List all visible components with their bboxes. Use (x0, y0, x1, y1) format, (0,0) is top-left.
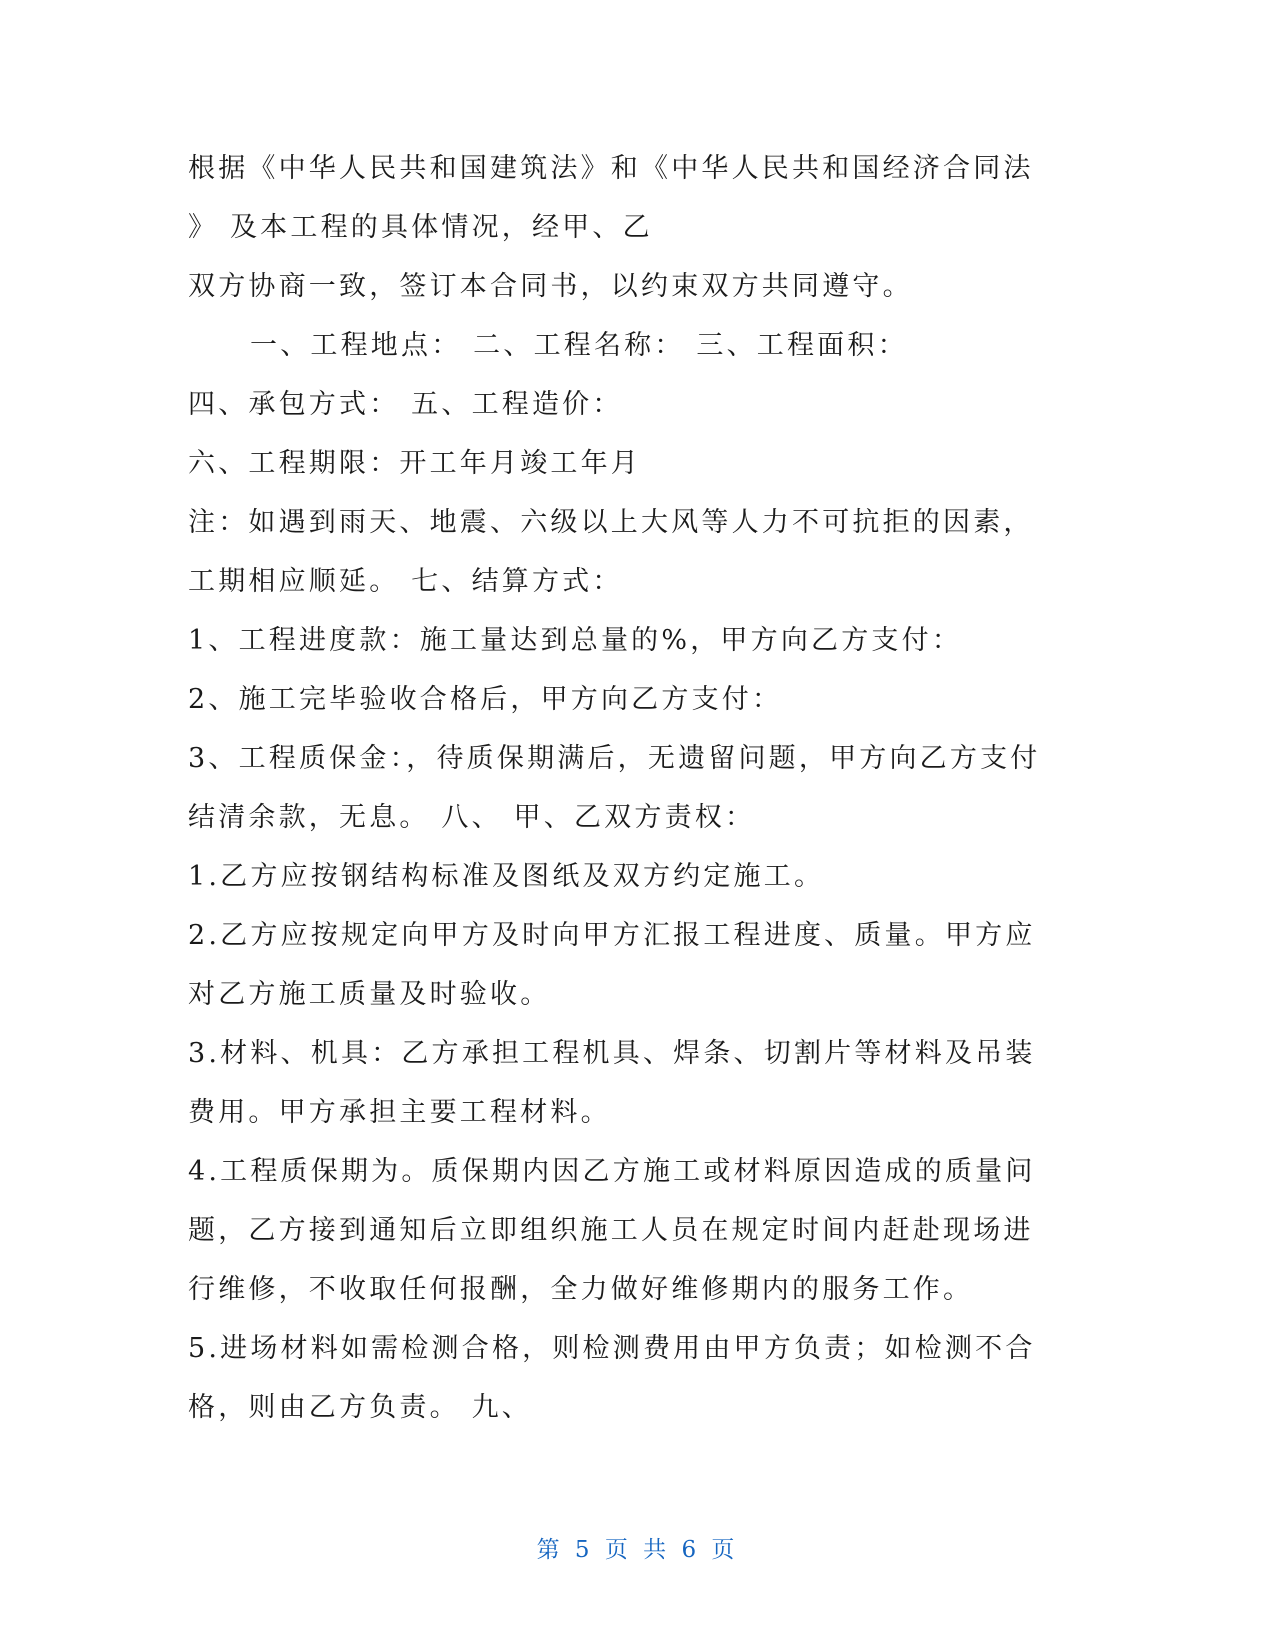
text-line: 双方协商一致，签订本合同书，以约束双方共同遵守。 (188, 271, 913, 302)
contract-body (188, 148, 1088, 1446)
text-line: 根据《中华人民共和国建筑法》和《中华人民共和国经济合同法 (188, 153, 1034, 184)
text-line: 工期相应顺延。 七、结算方式： (188, 566, 623, 597)
text-line: 格，则由乙方负责。 九、 (188, 1392, 532, 1423)
text-line: 3、工程质保金：，待质保期满后，无遗留问题，甲方向乙方支付 (188, 743, 1041, 774)
text-line: 费用。甲方承担主要工程材料。 (188, 1097, 611, 1128)
text-line: 一、工程地点： 二、工程名称： 三、工程面积： (250, 330, 908, 361)
text-line: 2、施工完毕验收合格后，甲方向乙方支付： (188, 684, 783, 715)
text-line: 注：如遇到雨天、地震、六级以上大风等人力不可抗拒的因素， (188, 507, 1034, 538)
text-line: 》 及本工程的具体情况，经甲、乙 (188, 212, 653, 243)
page-number-footer: 第 5 页 共 6 页 (536, 1537, 739, 1563)
text-line: 四、承包方式： 五、工程造价： (188, 389, 623, 420)
text-line: 题，乙方接到通知后立即组织施工人员在规定时间内赶赴现场进 (188, 1215, 1034, 1246)
text-line: 3.材料、机具：乙方承担工程机具、焊条、切割片等材料及吊装 (188, 1038, 1036, 1069)
text-line: 2.乙方应按规定向甲方及时向甲方汇报工程进度、质量。甲方应 (188, 920, 1036, 951)
text-line: 1、工程进度款：施工量达到总量的%，甲方向乙方支付： (188, 625, 963, 656)
text-line: 行维修，不收取任何报酬，全力做好维修期内的服务工作。 (188, 1274, 974, 1305)
text-line: 对乙方施工质量及时验收。 (188, 979, 551, 1010)
text-line: 4.工程质保期为。质保期内因乙方施工或材料原因造成的质量问 (188, 1156, 1036, 1187)
text-line: 六、工程期限：开工年月竣工年月 (188, 448, 641, 479)
text-line: 5.进场材料如需检测合格，则检测费用由甲方负责；如检测不合 (188, 1333, 1036, 1364)
text-line: 结清余款，无息。 八、 甲、乙双方责权： (188, 802, 756, 833)
text-line: 1.乙方应按钢结构标准及图纸及双方约定施工。 (188, 861, 825, 892)
